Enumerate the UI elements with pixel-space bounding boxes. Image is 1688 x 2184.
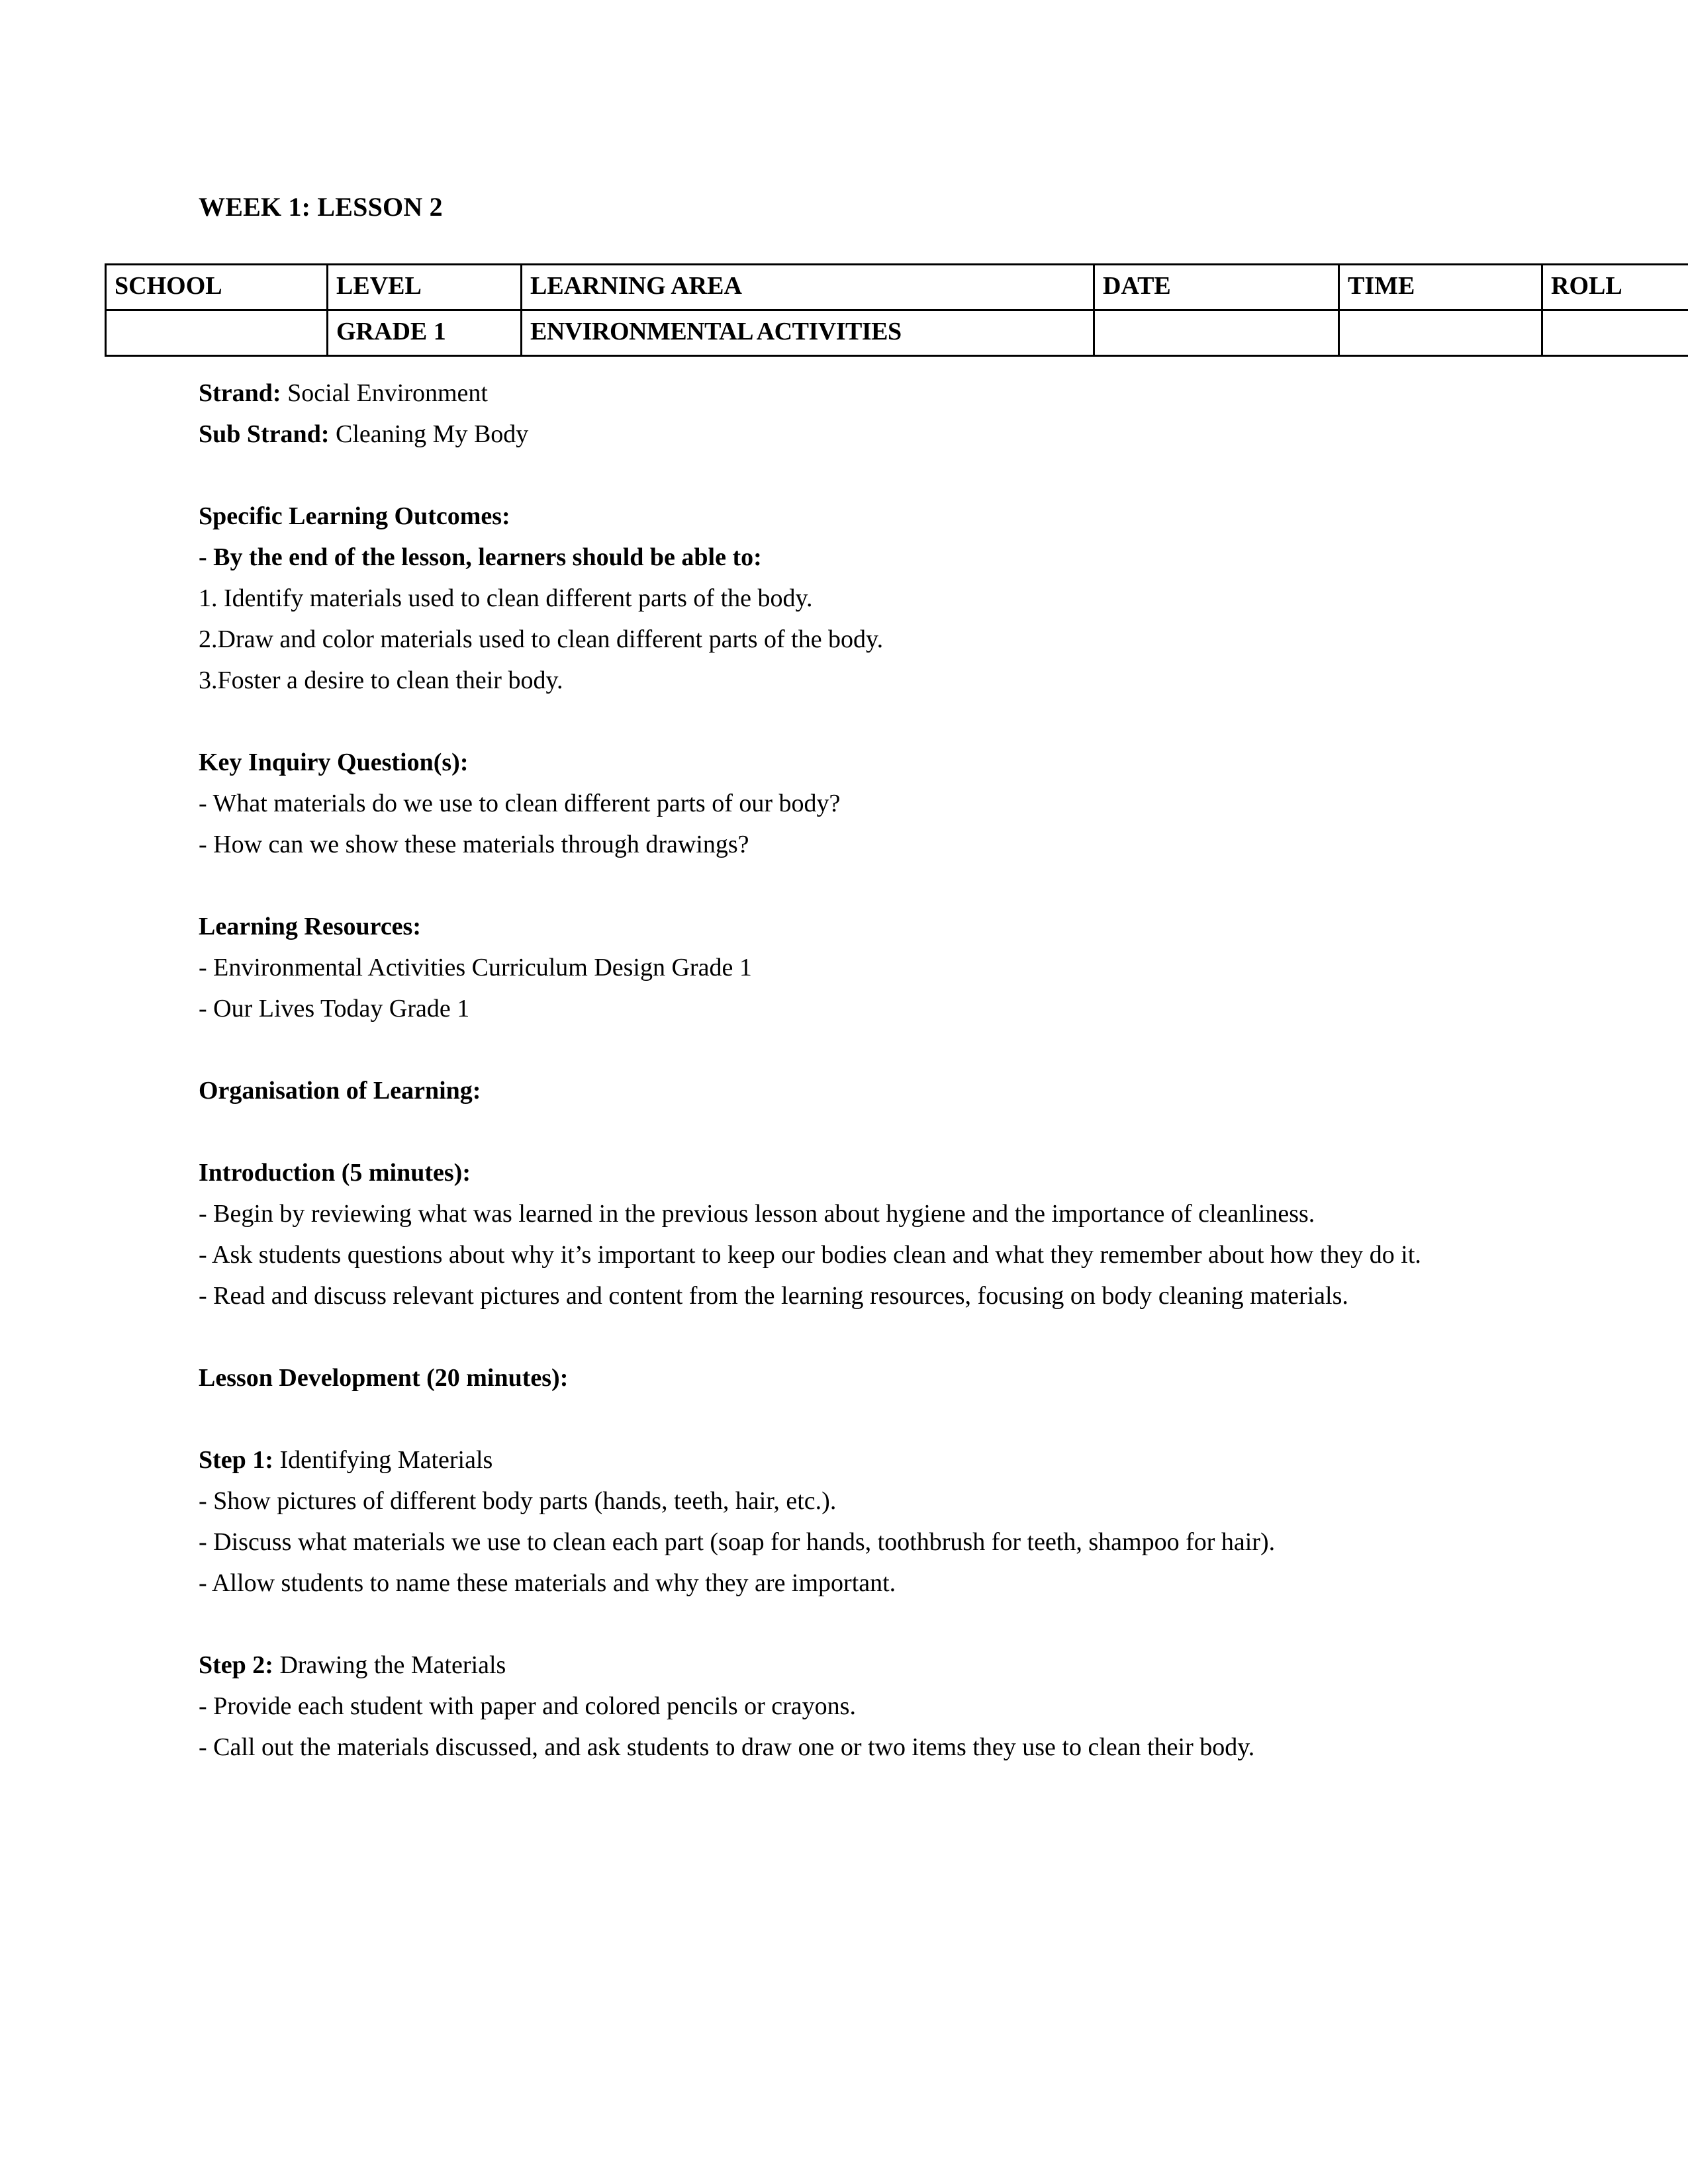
strand-label: Strand: [199, 379, 281, 407]
table-cell-date [1094, 310, 1339, 356]
spacer [199, 1029, 1523, 1070]
step-1-label: Step 1: [199, 1446, 273, 1474]
outcomes-heading: Specific Learning Outcomes: [199, 502, 510, 530]
inquiry-item: - How can we show these materials through drawings? [199, 831, 749, 858]
outcomes-subheading: - By the end of the lesson, learners should be able to: [199, 543, 762, 571]
table-cell-roll [1542, 310, 1688, 356]
lesson-info-table-wrapper [105, 263, 1622, 357]
sub-strand-line [199, 414, 1523, 455]
table-cell-time [1339, 310, 1542, 356]
resource-item: - Our Lives Today Grade 1 [199, 995, 470, 1023]
strand-line [199, 373, 1523, 414]
introduction-item: - Begin by reviewing what was learned in the previous lesson about hygiene and the importance of cleanliness. [199, 1200, 1315, 1228]
table-cell-school [106, 310, 328, 356]
spacer [199, 1111, 1523, 1152]
outcome-item: 2.Draw and color materials used to clean different parts of the body. [199, 625, 884, 653]
lesson-development-heading: Lesson Development (20 minutes): [199, 1364, 569, 1392]
step-1-item: - Allow students to name these materials and why they are important. [199, 1569, 896, 1597]
inquiry-item: - What materials do we use to clean different parts of our body? [199, 790, 841, 817]
table-header-level: LEVEL [328, 265, 522, 310]
step-1-item: - Show pictures of different body parts (hands, teeth, hair, etc.). [199, 1487, 837, 1515]
introduction-item: - Ask students questions about why it’s important to keep our bodies clean and what they remember about how they do it. [199, 1241, 1421, 1269]
table-header-row [106, 265, 1688, 310]
step-1-title: Identifying Materials [273, 1446, 493, 1474]
table-header-time: TIME [1339, 265, 1542, 310]
introduction-item: - Read and discuss relevant pictures and content from the learning resources, focusing on body cleaning materials. [199, 1282, 1348, 1310]
spacer [199, 865, 1523, 906]
step-2-item: - Call out the materials discussed, and ask students to draw one or two items they use to clean their body. [199, 1733, 1255, 1761]
document-header [199, 192, 1516, 251]
table-header-learning-area: LEARNING AREA [522, 265, 1094, 310]
table-header-school: SCHOOL [106, 265, 328, 310]
table-cell-level: GRADE 1 [328, 310, 522, 356]
spacer [199, 1316, 1523, 1357]
lesson-plan-body [199, 373, 1523, 1768]
inquiry-heading: Key Inquiry Question(s): [199, 749, 469, 776]
strand-value: Social Environment [281, 379, 488, 407]
step-2-heading [199, 1645, 1523, 1686]
step-2-item: - Provide each student with paper and colored pencils or crayons. [199, 1692, 856, 1720]
resource-item: - Environmental Activities Curriculum Design Grade 1 [199, 954, 752, 981]
step-1-heading [199, 1439, 1523, 1480]
sub-strand-value: Cleaning My Body [329, 420, 529, 448]
outcome-item: 1. Identify materials used to clean different parts of the body. [199, 584, 813, 612]
table-cell-learning-area: ENVIRONMENTAL ACTIVITIES [522, 310, 1094, 356]
introduction-heading: Introduction (5 minutes): [199, 1159, 471, 1187]
table-header-roll: ROLL [1542, 265, 1688, 310]
step-2-label: Step 2: [199, 1651, 273, 1679]
step-1-item: - Discuss what materials we use to clean each part (soap for hands, toothbrush for teeth, shampoo for hair). [199, 1528, 1276, 1556]
sub-strand-label: Sub Strand: [199, 420, 330, 448]
resources-heading: Learning Resources: [199, 913, 421, 940]
spacer [199, 1398, 1523, 1439]
outcome-item: 3.Foster a desire to clean their body. [199, 666, 563, 694]
spacer [199, 455, 1523, 496]
spacer [199, 701, 1523, 742]
step-2-title: Drawing the Materials [273, 1651, 506, 1679]
lesson-info-table [105, 263, 1688, 357]
table-header-date: DATE [1094, 265, 1339, 310]
page-title: WEEK 1: LESSON 2 [199, 192, 443, 222]
spacer [199, 1604, 1523, 1645]
organisation-heading: Organisation of Learning: [199, 1077, 481, 1105]
table-row [106, 310, 1688, 356]
